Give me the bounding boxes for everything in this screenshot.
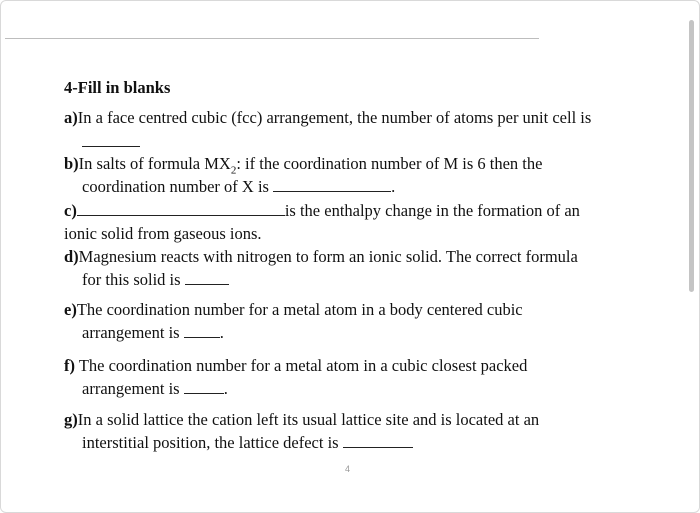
question-a-label: a): [64, 108, 78, 127]
question-c-line1: [64, 201, 580, 221]
question-d-text2: for this solid is: [82, 270, 181, 289]
question-e-line2: [82, 323, 224, 343]
question-f-text2: arrangement is: [82, 379, 180, 398]
question-b-blank[interactable]: [273, 179, 391, 192]
question-g-blank[interactable]: [343, 435, 413, 448]
question-f-line1: [64, 356, 527, 376]
question-b-text-post: : if the coordination number of M is 6 then the: [236, 154, 543, 173]
question-c-blank[interactable]: [77, 203, 285, 216]
question-g-line2: [82, 433, 413, 453]
question-b-subscript: 2: [230, 164, 237, 177]
question-b-line2: [82, 177, 395, 197]
question-b-end: .: [391, 177, 396, 196]
question-e-blank[interactable]: [184, 325, 220, 338]
question-c-line2: [64, 224, 262, 244]
question-f-end: .: [223, 379, 228, 398]
question-d-text: Magnesium reacts with nitrogen to form an ionic solid. The correct formula: [78, 247, 578, 266]
question-f-label: f): [64, 356, 75, 375]
question-c-text2: ionic solid from gaseous ions.: [64, 224, 262, 243]
question-c-label: c): [64, 201, 77, 220]
top-divider: [5, 38, 539, 39]
question-e-label: e): [64, 300, 77, 319]
question-g-text2: interstitial position, the lattice defect is: [82, 433, 339, 452]
question-d-blank[interactable]: [185, 272, 229, 285]
question-g-text: In a solid lattice the cation left its usual lattice site and is located at an: [77, 410, 540, 429]
question-e-end: .: [219, 323, 224, 342]
question-d-label: d): [64, 247, 79, 266]
question-a-line1: [64, 108, 591, 128]
question-a-text: In a face centred cubic (fcc) arrangement, the number of atoms per unit cell is: [77, 108, 592, 127]
question-b-text2: coordination number of X is: [82, 177, 269, 196]
question-a-blank[interactable]: [82, 134, 140, 147]
page-number: 4: [345, 464, 351, 474]
question-g-label: g): [64, 410, 78, 429]
question-a-line2: [82, 132, 140, 152]
question-e-text2: arrangement is: [82, 323, 180, 342]
question-f-blank[interactable]: [184, 381, 224, 394]
question-e-line1: [64, 300, 523, 320]
question-d-line1: [64, 247, 578, 267]
question-f-line2: [82, 379, 228, 399]
section-heading: 4-Fill in blanks: [64, 78, 171, 97]
question-e-text: The coordination number for a metal atom in a body centered cubic: [76, 300, 523, 319]
question-b-text-pre: In salts of formula MX: [78, 154, 231, 173]
question-f-text: The coordination number for a metal atom in a cubic closest packed: [78, 356, 528, 375]
question-g-line1: [64, 410, 539, 430]
vertical-scrollbar[interactable]: [689, 20, 694, 292]
question-d-line2: [82, 270, 229, 290]
question-b-label: b): [64, 154, 79, 173]
question-c-text: is the enthalpy change in the formation of an: [284, 201, 580, 220]
